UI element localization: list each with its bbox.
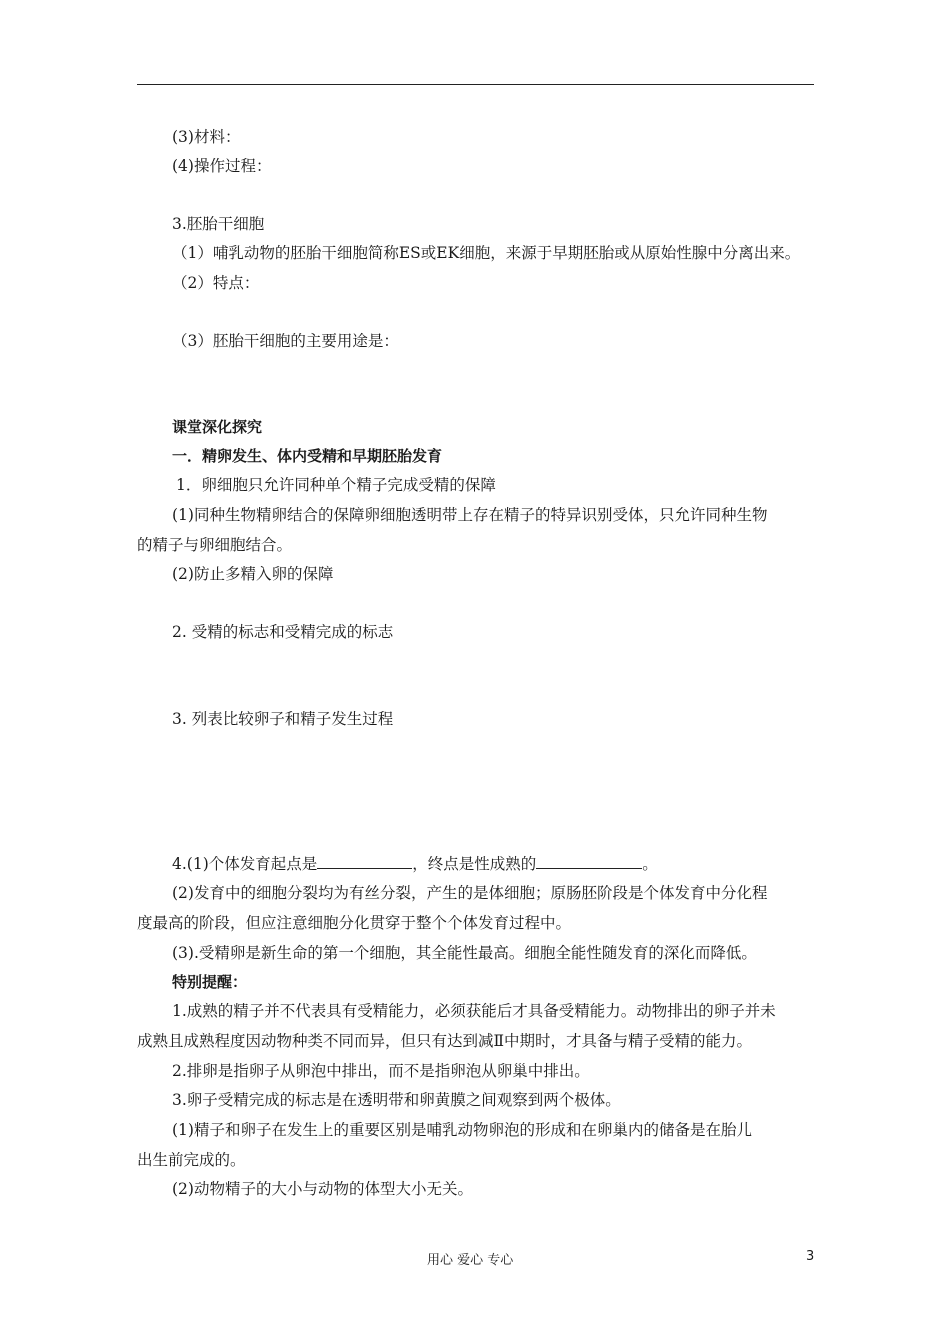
text-line: (3)材料：	[172, 128, 241, 146]
text-line: （3）胚胎干细胞的主要用途是：	[172, 332, 399, 350]
fill-in-question	[172, 854, 658, 874]
header-rule	[137, 84, 814, 85]
text-line: 3. 列表比较卵子和精子发生过程	[172, 710, 394, 728]
text-line: (2)发育中的细胞分裂均为有丝分裂，产生的是体细胞；原肠胚阶段是个体发育中分化程	[172, 884, 768, 902]
text-line: (2)防止多精入卵的保障	[172, 565, 334, 583]
text-line: (3).受精卵是新生命的第一个细胞，其全能性最高。细胞全能性随发育的深化而降低。	[172, 944, 757, 962]
text-line: 度最高的阶段，但应注意细胞分化贯穿于整个个体发育过程中。	[137, 914, 572, 932]
text-line: (4)操作过程：	[172, 157, 272, 175]
text-line: 成熟且成熟程度因动物种类不同而异，但只有达到减Ⅱ中期时，才具备与精子受精的能力。	[137, 1032, 753, 1050]
text-line: 2. 受精的标志和受精完成的标志	[172, 623, 394, 641]
question-text: 。	[642, 855, 658, 873]
section-heading: 3.胚胎干细胞	[172, 215, 265, 233]
section-title: 课堂深化探究	[172, 418, 263, 436]
text-line: (1)精子和卵子在发生上的重要区别是哺乳动物卵泡的形成和在卵巢内的储备是在胎儿	[172, 1121, 752, 1139]
text-line: (2)动物精子的大小与动物的体型大小无关。	[172, 1180, 473, 1198]
question-text: ，终点是性成熟的	[412, 855, 537, 873]
text-line: 出生前完成的。	[137, 1151, 246, 1169]
text-line: 的精子与卵细胞结合。	[137, 536, 293, 554]
page-number: 3	[806, 1249, 815, 1264]
section-subtitle: 一．精卵发生、体内受精和早期胚胎发育	[172, 447, 443, 465]
text-line: 2.排卵是指卵子从卵泡中排出，而不是指卵泡从卵巢中排出。	[172, 1062, 590, 1080]
answer-blank[interactable]	[536, 854, 642, 869]
text-line: 3.卵子受精完成的标志是在透明带和卵黄膜之间观察到两个极体。	[172, 1091, 621, 1109]
text-line: （2）特点：	[172, 274, 260, 292]
question-text: 4.(1)个体发育起点是	[172, 855, 318, 873]
text-line: 1．卵细胞只允许同种单个精子完成受精的保障	[176, 476, 496, 494]
text-line: 1.成熟的精子并不代表具有受精能力，必须获能后才具备受精能力。动物排出的卵子并未	[172, 1002, 776, 1020]
text-line: （1）哺乳动物的胚胎干细胞简称ES或EK细胞，来源于早期胚胎或从原始性腺中分离出来。	[172, 244, 801, 262]
reminder-title: 特别提醒：	[172, 973, 248, 991]
text-line: (1)同种生物精卵结合的保障卵细胞透明带上存在精子的特异识别受体，只允许同种生物	[172, 506, 768, 524]
footer-motto: 用心 爱心 专心	[427, 1253, 514, 1268]
answer-blank[interactable]	[317, 854, 412, 869]
